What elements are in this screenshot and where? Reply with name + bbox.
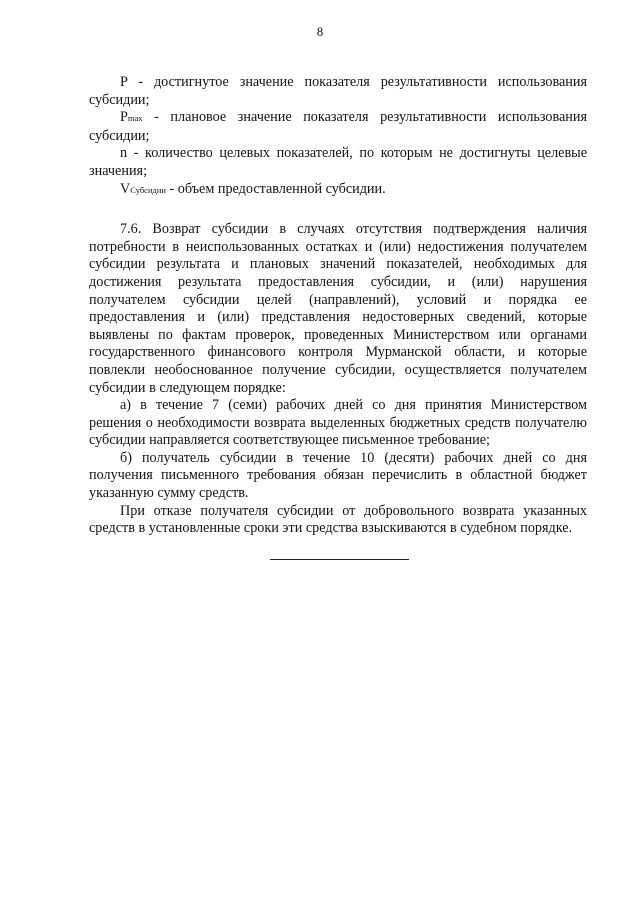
definition-n xyxy=(89,145,587,180)
definition-pmax-text: - плановое значение показателя результативности использования субсидии; xyxy=(89,109,587,144)
definition-v xyxy=(89,181,587,200)
end-divider xyxy=(270,559,409,560)
symbol-pmax: P xyxy=(120,109,128,126)
symbol-p: P xyxy=(120,74,128,90)
definition-pmax xyxy=(89,109,587,145)
paragraph-gap xyxy=(89,199,587,221)
clause-7-6: 7.6. Возврат субсидии в случаях отсутствия подтверждения наличия потребности в неиспользованных остатках и (или) недостижения получателем субсидии результата и плановых значений показателей, необходимых для достижения результата предоставления субсидии, и (или) нарушения получателем субсидии целей (направлений), условий и порядка ее предоставления и (или) представления недостоверных сведений, которые выявлены по фактам проверок, проведенных Министерством или органами государственного финансового контроля Мурманской области, и которые повлекли необоснованное получение субсидии, осуществляется получателем субсидии в следующем порядке: xyxy=(89,221,587,396)
definition-p-text: - достигнутое значение показателя результативности использования субсидии; xyxy=(89,74,587,108)
item-a: а) в течение 7 (семи) рабочих дней со дня принятия Министерством решения о необходимости возврата выделенных бюджетных средств получателю субсидии направляется соответствующее письменное требование; xyxy=(89,397,587,449)
definition-p xyxy=(89,74,587,109)
definition-v-text: - объем предоставленной субсидии. xyxy=(165,180,386,197)
subscript-subsidy: Субсидии xyxy=(130,184,166,195)
symbol-n: n xyxy=(120,145,128,162)
page-number: 8 xyxy=(316,24,324,39)
definition-n-text: - количество целевых показателей, по которым не достигнуты целевые значения; xyxy=(89,145,587,179)
subscript-max: max xyxy=(127,113,143,124)
item-b: б) получатель субсидии в течение 10 (десяти) рабочих дней со дня получения письменного требования обязан перечислить в областной бюджет указанную сумму средств. xyxy=(89,449,587,502)
document-body xyxy=(89,74,587,538)
symbol-v: V xyxy=(120,180,131,197)
refusal-paragraph: При отказе получателя субсидии от добровольного возврата указанных средств в установленные сроки эти средства взыскиваются в судебном порядке. xyxy=(89,502,587,537)
